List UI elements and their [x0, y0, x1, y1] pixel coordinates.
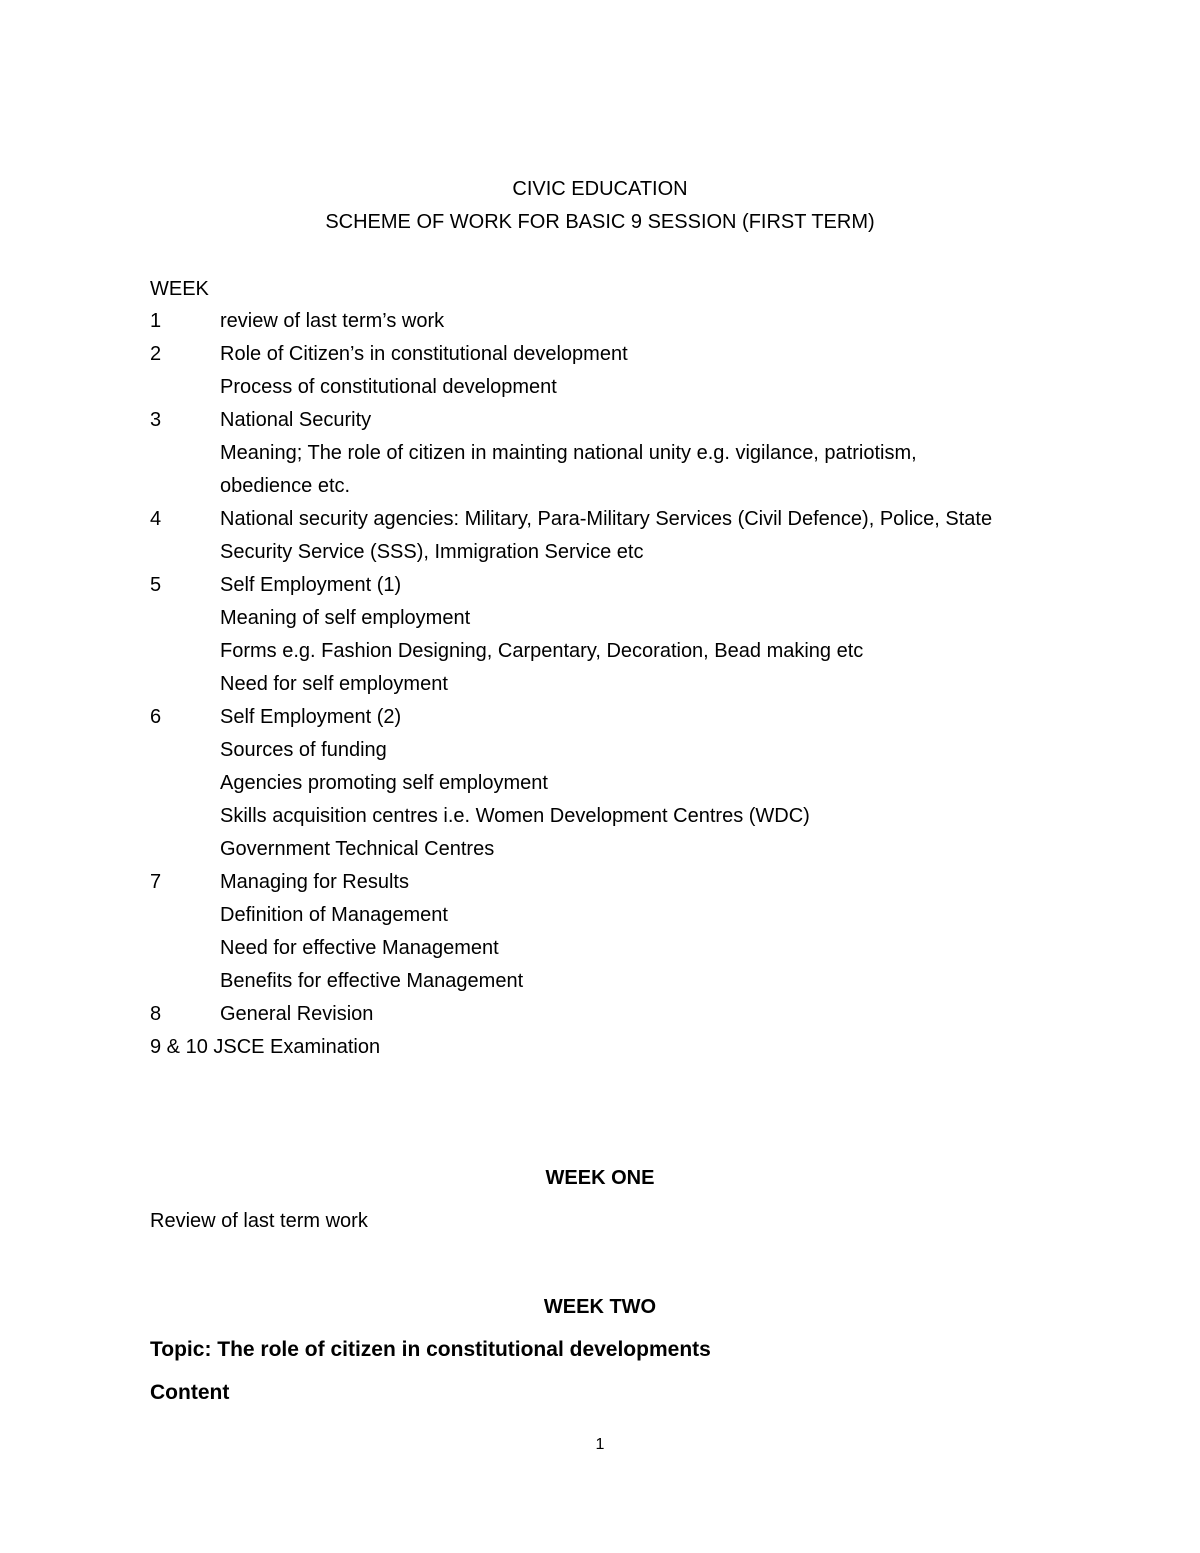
week-topic: Definition of Management [220, 904, 448, 926]
week-number: 6 [150, 706, 162, 728]
week-topic: Government Technical Centres [220, 838, 495, 860]
week-topic: Security Service (SSS), Immigration Service etc [220, 541, 644, 563]
list-item [150, 804, 1100, 837]
week-topic: Role of Citizen’s in constitutional development [220, 343, 628, 365]
week-number: 2 [150, 343, 162, 365]
week-topic: Managing for Results [220, 871, 409, 893]
list-item [150, 1002, 1100, 1035]
list-item [150, 507, 1100, 540]
week-topic: Skills acquisition centres i.e. Women Development Centres (WDC) [220, 805, 810, 827]
week-number: 5 [150, 574, 162, 596]
week-one-heading: WEEK ONE [545, 1167, 655, 1189]
week-topic: Need for self employment [220, 673, 448, 695]
list-item [150, 573, 1100, 606]
list-item [150, 540, 1100, 573]
week-topic: Need for effective Management [220, 937, 499, 959]
week-topic: review of last term’s work [220, 310, 445, 332]
list-item [150, 837, 1100, 870]
list-item [150, 1035, 1100, 1068]
list-item [150, 606, 1100, 639]
list-item [150, 738, 1100, 771]
list-item [150, 309, 1100, 342]
week-topic: Process of constitutional development [220, 376, 557, 398]
list-item [150, 672, 1100, 705]
page-number: 1 [595, 1436, 605, 1453]
week-number: 4 [150, 508, 162, 530]
list-item [150, 771, 1100, 804]
document-title: CIVIC EDUCATION [512, 178, 688, 200]
list-item [150, 969, 1100, 1002]
list-item [150, 936, 1100, 969]
week-topic: Meaning; The role of citizen in mainting national unity e.g. vigilance, patriotism, [220, 442, 917, 464]
list-item [150, 441, 1100, 474]
list-item [150, 705, 1100, 738]
week-topic: Agencies promoting self employment [220, 772, 548, 794]
list-item [150, 474, 1100, 507]
document-subtitle: SCHEME OF WORK FOR BASIC 9 SESSION (FIRST TERM) [325, 211, 875, 233]
week-two-topic: Topic: The role of citizen in constitutional developments [150, 1338, 711, 1361]
list-item [150, 375, 1100, 408]
week-number: 8 [150, 1003, 162, 1025]
week-number: 3 [150, 409, 162, 431]
week-two-heading: WEEK TWO [543, 1296, 657, 1318]
week-column-label: WEEK [150, 278, 209, 300]
scheme-of-work-list [150, 309, 1100, 1068]
week-one-text: Review of last term work [150, 1210, 368, 1232]
week-number: 1 [150, 310, 162, 332]
list-item [150, 639, 1100, 672]
list-item [150, 408, 1100, 441]
week-topic: General Revision [220, 1003, 374, 1025]
list-item [150, 870, 1100, 903]
week-topic: National security agencies: Military, Para-Military Services (Civil Defence), Police, State [220, 508, 993, 530]
week-topic: Sources of funding [220, 739, 387, 761]
week-topic: Forms e.g. Fashion Designing, Carpentary, Decoration, Bead making etc [220, 640, 864, 662]
week-topic: Meaning of self employment [220, 607, 471, 629]
week-topic: National Security [220, 409, 372, 431]
week-two-content-label: Content [150, 1381, 230, 1404]
week-topic: obedience etc. [220, 475, 351, 497]
week-topic: Benefits for effective Management [220, 970, 524, 992]
week-number: 7 [150, 871, 162, 893]
list-item [150, 903, 1100, 936]
list-item [150, 342, 1100, 375]
week-topic: 9 & 10 JSCE Examination [150, 1036, 381, 1058]
week-topic: Self Employment (2) [220, 706, 402, 728]
week-topic: Self Employment (1) [220, 574, 402, 596]
